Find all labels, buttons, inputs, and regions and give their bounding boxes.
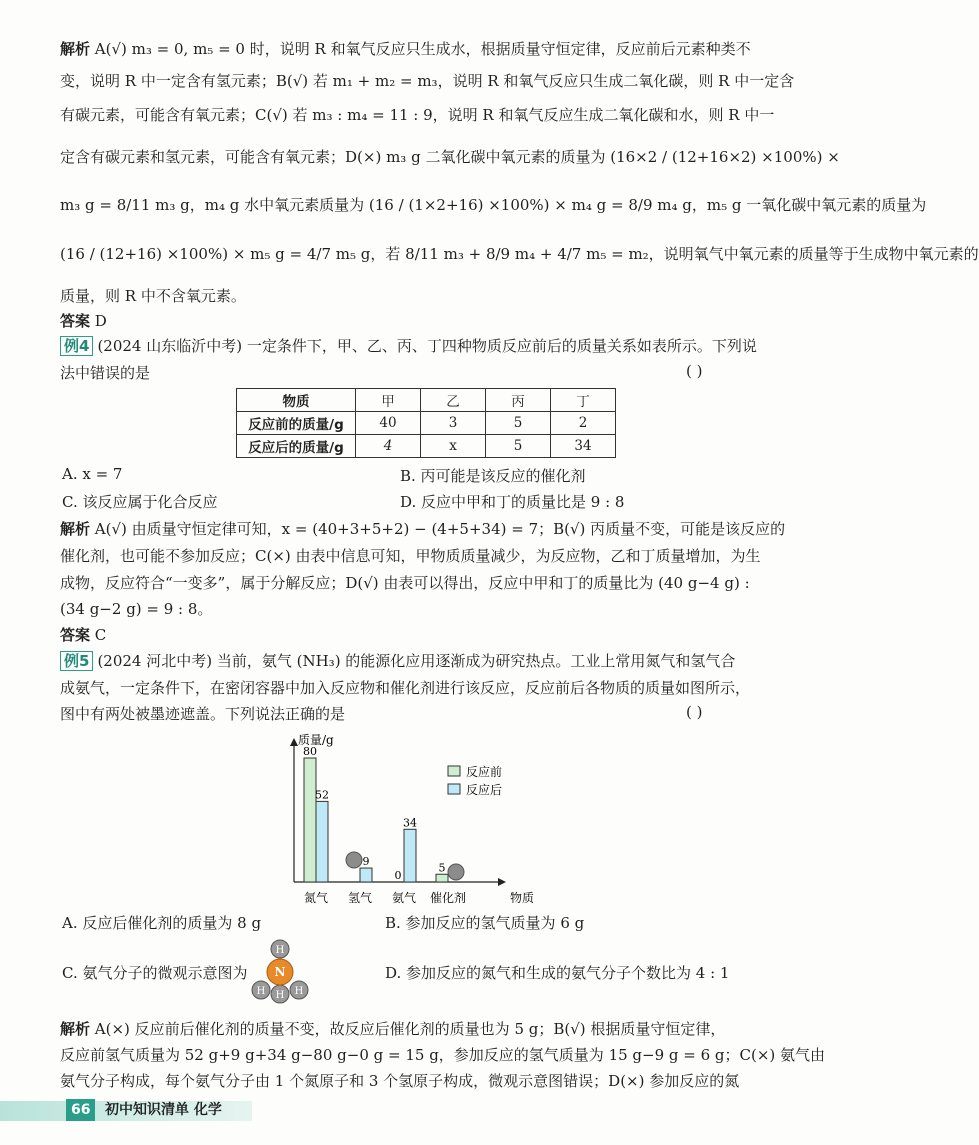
svg-text:H: H xyxy=(275,990,285,1001)
x-axis-arrow xyxy=(498,878,506,886)
option-d-5: D. 参加反应的氮气和生成的氨气分子个数比为 4 : 1 xyxy=(385,964,730,982)
option-c-5: C. 氨气分子的微观示意图为 xyxy=(62,964,248,982)
book-title: 初中知识清单 化学 xyxy=(105,1102,222,1118)
answer-4: 答案 C xyxy=(60,626,107,644)
value-label-反应前-催化剂: 5 xyxy=(438,861,446,875)
svg-text:H: H xyxy=(294,986,304,997)
example-4-badge: 例4 xyxy=(60,336,93,356)
answer-paren: ( ) xyxy=(686,362,703,380)
category-label-氮气: 氮气 xyxy=(303,891,329,905)
x-axis-label: 物质 xyxy=(510,891,535,905)
molecule-h-top: H xyxy=(275,945,285,956)
legend-swatch-反应前 xyxy=(448,766,460,776)
bar-反应前-催化剂 xyxy=(436,874,448,882)
molecule-n: N xyxy=(274,965,286,979)
bar-反应前-氮气 xyxy=(304,758,316,882)
answer-3: 答案 D xyxy=(60,312,107,330)
legend-swatch-反应后 xyxy=(448,784,460,794)
option-c: C. 该反应属于化合反应 xyxy=(62,493,218,511)
value-label-反应后-氮气: 52 xyxy=(315,788,329,802)
category-label-催化剂: 催化剂 xyxy=(429,891,467,905)
bar-反应后-氨气 xyxy=(404,829,416,882)
value-label-反应后-氢气: 9 xyxy=(362,855,370,869)
example-4-stem: 例4 (2024 山东临沂中考) 一定条件下，甲、乙、丙、丁四种物质反应前后的质量关系如表所示。下列说 xyxy=(60,335,757,357)
y-axis-label: 质量/g xyxy=(298,733,334,747)
option-d: D. 反应中甲和丁的质量比是 9 : 8 xyxy=(400,493,625,511)
ink-blot-icon xyxy=(448,864,464,880)
example-5-stem: 例5 (2024 河北中考) 当前，氨气 (NH₃) 的能源化应用逐渐成为研究热点。工业上常用氮气和氢气合 xyxy=(60,650,735,672)
mass-bar-chart xyxy=(260,728,560,906)
bar-反应后-氮气 xyxy=(316,801,328,882)
value-label-反应前-氮气: 80 xyxy=(303,745,317,758)
analysis-label: 解析 xyxy=(60,40,91,58)
option-a: A. x = 7 xyxy=(62,465,123,483)
y-axis-arrow xyxy=(290,738,298,746)
page-number: 66 xyxy=(66,1099,95,1121)
answer-paren-5: ( ) xyxy=(686,703,703,721)
example-5-badge: 例5 xyxy=(60,651,93,671)
mass-table: 物质 甲 乙 丙 丁 反应前的质量/g 40 3 5 2 反应后的质量/g 4 x 5 34 xyxy=(236,388,616,458)
option-b-5: B. 参加反应的氢气质量为 6 g xyxy=(385,914,585,932)
bar-反应后-氢气 xyxy=(360,868,372,882)
ammonia-molecule-icon xyxy=(252,938,308,1004)
svg-text:H: H xyxy=(256,986,266,997)
legend-label-反应后: 反应后 xyxy=(466,783,503,797)
ink-blot-icon xyxy=(346,852,362,868)
legend-label-反应前: 反应前 xyxy=(466,765,503,779)
value-label-反应前-氨气: 0 xyxy=(394,869,402,882)
option-a-5: A. 反应后催化剂的质量为 8 g xyxy=(62,914,262,932)
value-label-反应后-氨气: 34 xyxy=(403,816,417,830)
category-label-氨气: 氨气 xyxy=(391,891,417,905)
category-label-氢气: 氢气 xyxy=(347,891,373,905)
option-b: B. 丙可能是该反应的催化剂 xyxy=(400,467,586,485)
